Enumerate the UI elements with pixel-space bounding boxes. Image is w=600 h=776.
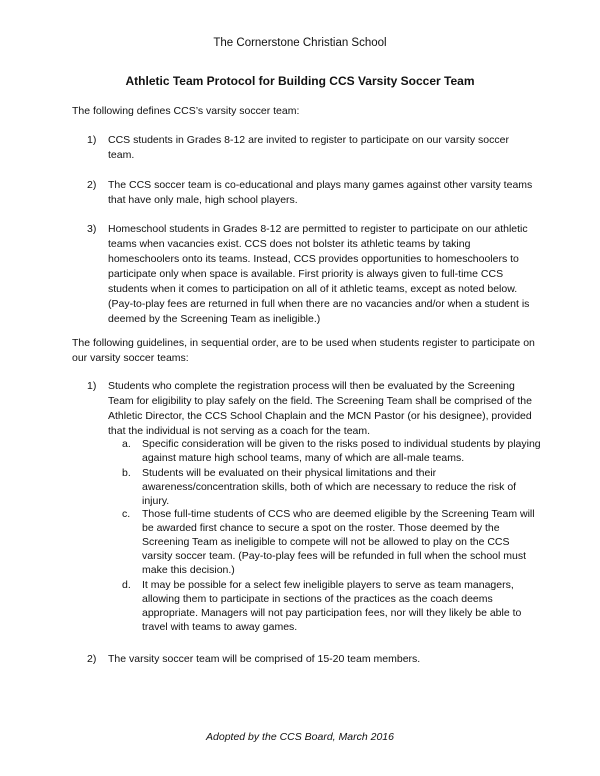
list-number: 1) <box>87 380 97 392</box>
list-text: Students who complete the registration process will then be evaluated by the Screening Team for eligibility to play safely on the field. The Screening Team shall be comprised of the Athletic Director, the CCS School Chaplain and the MCN Pastor (or his designee), provided that the individual is not serving as a coach for the team. <box>108 380 532 437</box>
list-text: The varsity soccer team will be comprised of 15-20 team members. <box>108 653 421 665</box>
list-number: 3) <box>87 223 97 235</box>
sub-letter: b. <box>122 467 131 479</box>
list-number: 1) <box>87 134 97 146</box>
intro-guidelines: The following guidelines, in sequential order, are to be used when students register to participate on our varsity soccer teams: <box>72 337 535 364</box>
sub-text: Students will be evaluated on their physical limitations and their awareness/concentration skills, both of which are necessary to reduce the risk of injury. <box>142 467 517 507</box>
list-text: Homeschool students in Grades 8-12 are permitted to register to participate on our athletic teams when vacancies exist. CCS does not bolster its athletic teams by taking homeschoolers onto its teams. Instead, CCS provides opportunities to homeschoolers to participate only when space is available. First priority is always given to full-time CCS students when it comes to participation on all of it athletic teams, except as noted below. (Pay-to-play fees are returned in full when there are no vacancies and/or when a student is deemed by the Screening Team as ineligible.) <box>108 223 530 325</box>
list-text: The CCS soccer team is co-educational and plays many games against other varsity teams that have only male, high school players. <box>108 179 533 206</box>
document-title: Athletic Team Protocol for Building CCS Varsity Soccer Team <box>125 74 475 88</box>
sub-text: Specific consideration will be given to the risks posed to individual students by playing against mature high school teams, many of which are all-male teams. <box>142 438 541 464</box>
sub-letter: a. <box>122 438 131 450</box>
sub-letter: d. <box>122 579 131 591</box>
school-name: The Cornerstone Christian School <box>213 37 387 49</box>
adoption-note: Adopted by the CCS Board, March 2016 <box>206 731 394 743</box>
list-text: CCS students in Grades 8-12 are invited to register to participate on our varsity soccer team. <box>108 134 509 161</box>
sub-text: It may be possible for a select few ineligible players to serve as team managers, allowing them to participate in sections of the practices as the coach deems appropriate. Managers will not pay participation fees, nor will they likely be able to travel with teams to away games. <box>142 579 522 633</box>
sub-text: Those full-time students of CCS who are deemed eligible by the Screening Team will be awarded first chance to secure a spot on the roster. Those deemed by the Screening Team as ineligible to compete will not be allowed to play on the CCS varsity soccer team. (Pay-to-play fees will be refunded in full when the school must make this decision.) <box>142 508 535 576</box>
intro-definitions: The following defines CCS’s varsity soccer team: <box>72 105 300 117</box>
list-number: 2) <box>87 179 97 191</box>
sub-letter: c. <box>122 508 131 520</box>
list-number: 2) <box>87 653 97 665</box>
